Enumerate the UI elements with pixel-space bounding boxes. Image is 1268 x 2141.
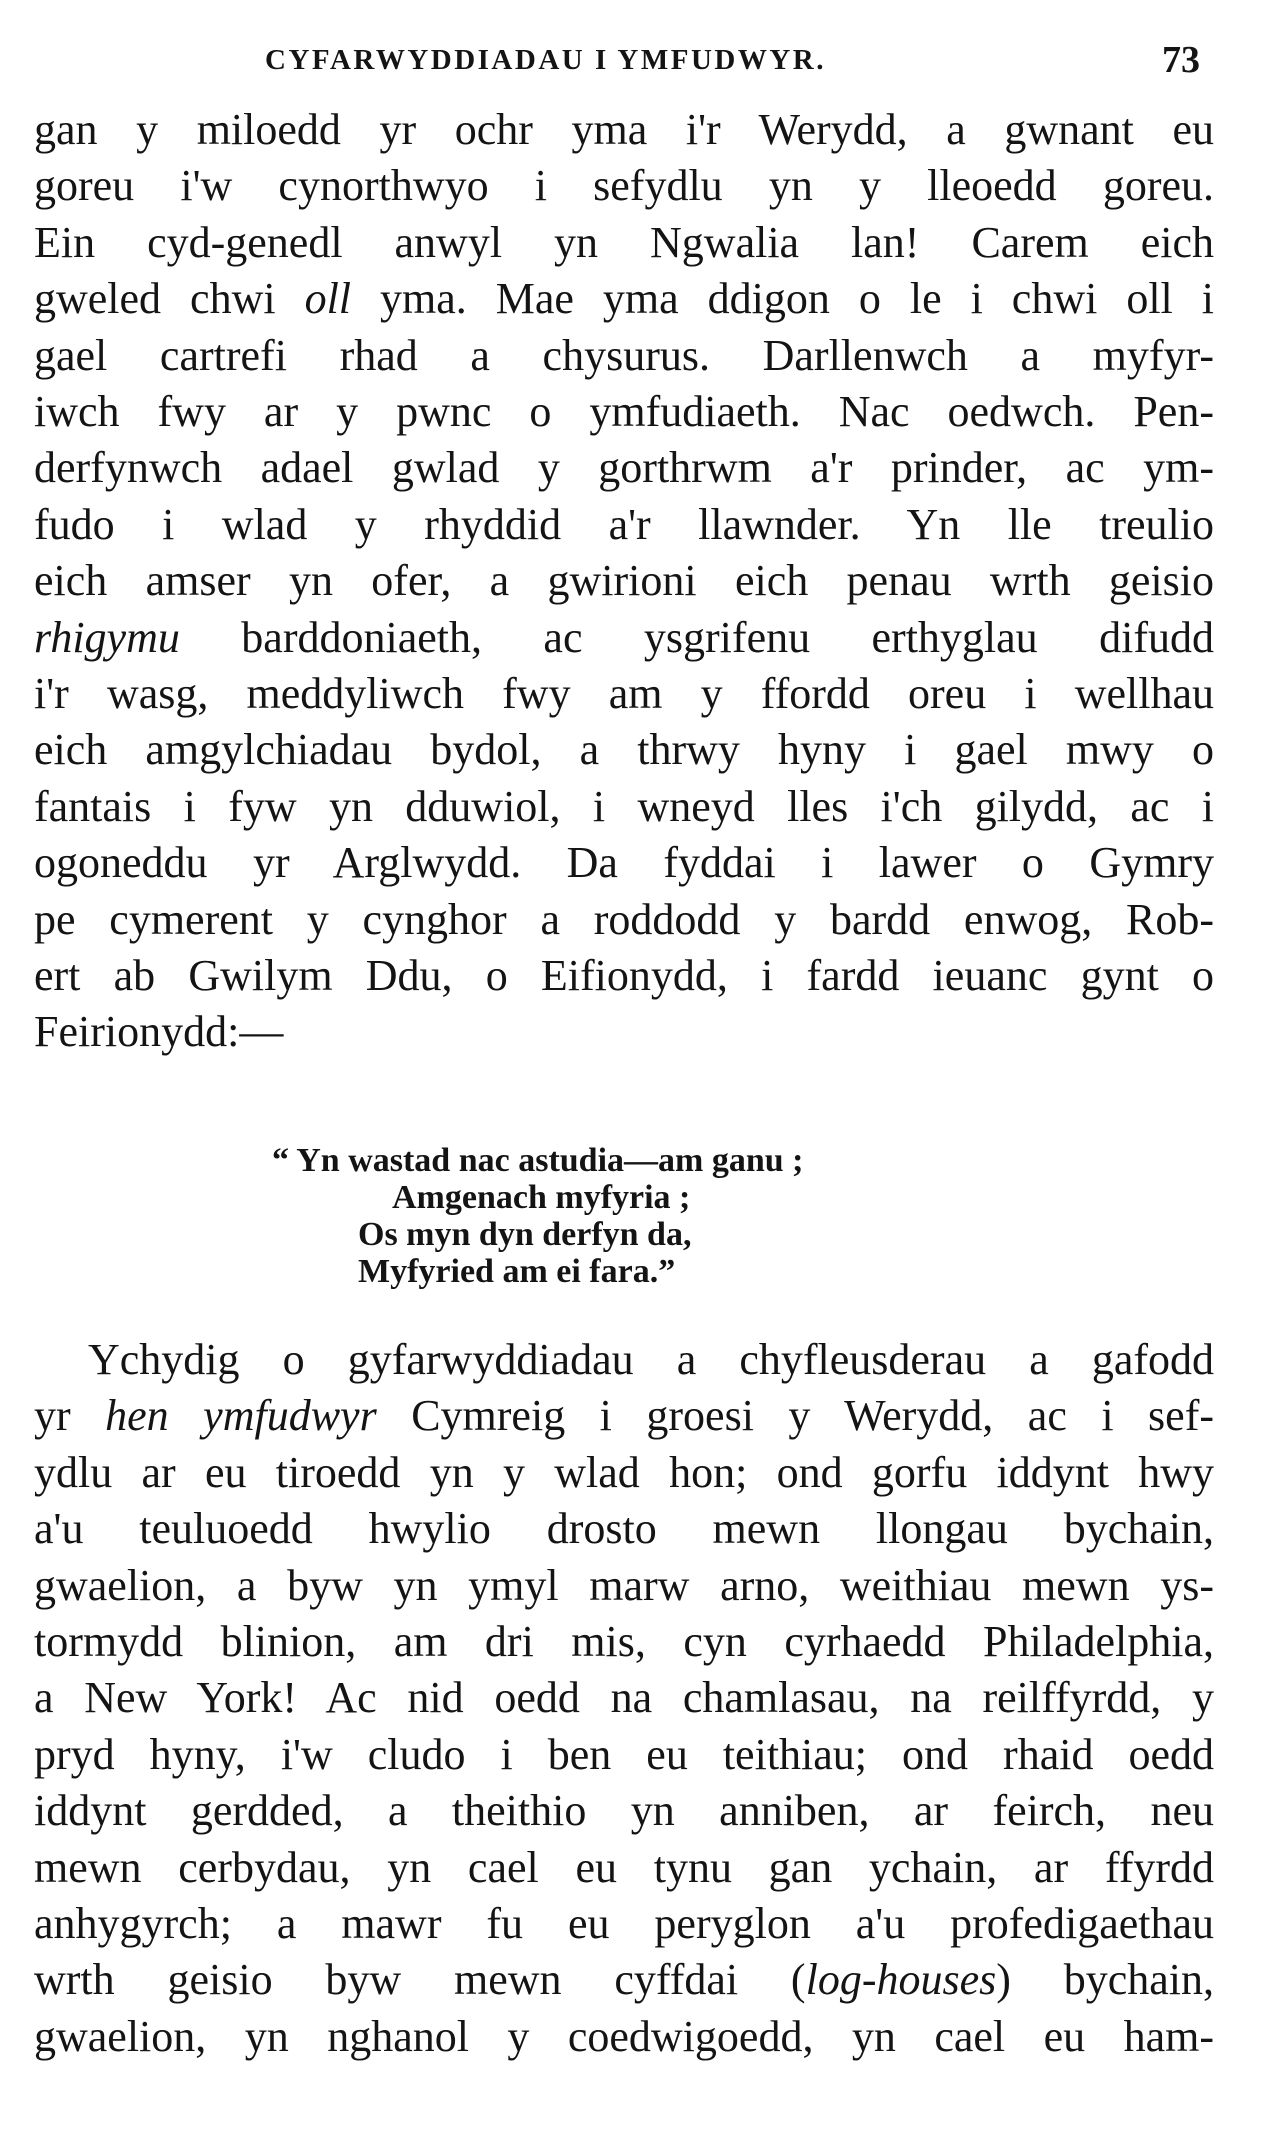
text-line: anhygyrch; a mawr fu eu peryglon a'u profedigaethau xyxy=(34,1899,1214,1948)
italic-text: hen ymfudwyr xyxy=(105,1391,377,1440)
text-line: fantais i fyw yn dduwiol, i wneyd lles i'ch gilydd, ac i xyxy=(34,782,1214,831)
verse-line: Os myn dyn derfyn da, xyxy=(358,1216,692,1253)
text-line: Ein cyd-genedl anwyl yn Ngwalia lan! Carem eich xyxy=(34,218,1214,267)
text-segment: ) bychain, xyxy=(996,1955,1215,2004)
text-segment: yr xyxy=(34,1391,106,1440)
text-line: i'r wasg, meddyliwch fwy am y ffordd oreu i wellhau xyxy=(34,669,1214,718)
text-line: pe cymerent y cynghor a roddodd y bardd enwog, Rob- xyxy=(34,895,1214,944)
text-line: pryd hyny, i'w cludo i ben eu teithiau; ond rhaid oedd xyxy=(34,1730,1214,1779)
italic-text: log-houses xyxy=(805,1955,997,2004)
text-line: mewn cerbydau, yn cael eu tynu gan ychain, ar ffyrdd xyxy=(34,1843,1214,1892)
text-line: gwaelion, yn nghanol y coedwigoedd, yn cael eu ham- xyxy=(34,2012,1214,2061)
text-line: a New York! Ac nid oedd na chamlasau, na reilffyrdd, y xyxy=(34,1673,1214,1722)
running-title: CYFARWYDDIADAU I YMFUDWYR. xyxy=(265,44,826,76)
text-segment: wrth geisio byw mewn cyffdai ( xyxy=(34,1955,806,2004)
text-line xyxy=(34,271,1214,327)
text-line: gan y miloedd yr ochr yma i'r Werydd, a gwnant eu xyxy=(34,105,1214,154)
italic-text: oll xyxy=(304,274,352,323)
text-segment: barddoniaeth, ac ysgrifenu erthyglau difudd xyxy=(179,613,1214,662)
text-line: fudo i wlad y rhyddid a'r llawnder. Yn lle treulio xyxy=(34,500,1214,549)
text-line: gael cartrefi rhad a chysurus. Darllenwch a myfyr- xyxy=(34,331,1214,380)
text-line xyxy=(34,1388,1214,1444)
text-line: derfynwch adael gwlad y gorthrwm a'r prinder, ac ym- xyxy=(34,443,1214,492)
text-line: ert ab Gwilym Ddu, o Eifionydd, i fardd ieuanc gynt o xyxy=(34,951,1214,1000)
text-line: goreu i'w cynorthwyo i sefydlu yn y lleoedd goreu. xyxy=(34,161,1214,210)
text-line xyxy=(34,1952,1214,2008)
text-segment: Cymreig i groesi y Werydd, ac i sef- xyxy=(376,1391,1215,1440)
text-line: Feirionydd:— xyxy=(34,1007,284,1056)
text-line: tormydd blinion, am dri mis, cyn cyrhaedd Philadelphia, xyxy=(34,1617,1214,1666)
text-line: ogoneddu yr Arglwydd. Da fyddai i lawer o Gymry xyxy=(34,838,1214,887)
text-line: iwch fwy ar y pwnc o ymfudiaeth. Nac oedwch. Pen- xyxy=(34,387,1214,436)
page-number: 73 xyxy=(1162,39,1200,81)
text-line xyxy=(34,610,1214,666)
verse-line: Myfyried am ei fara.” xyxy=(358,1253,676,1290)
text-line: eich amgylchiadau bydol, a thrwy hyny i gael mwy o xyxy=(34,725,1214,774)
text-line: ydlu ar eu tiroedd yn y wlad hon; ond gorfu iddynt hwy xyxy=(34,1448,1214,1497)
text-line: eich amser yn ofer, a gwirioni eich penau wrth geisio xyxy=(34,556,1214,605)
text-line: gwaelion, a byw yn ymyl marw arno, weithiau mewn ys- xyxy=(34,1561,1214,1610)
text-line: Ychydig o gyfarwyddiadau a chyfleusderau a gafodd xyxy=(88,1335,1214,1384)
verse-line: “ Yn wastad nac astudia—am ganu ; xyxy=(272,1142,804,1179)
text-segment: gweled chwi xyxy=(34,274,305,323)
text-line: a'u teuluoedd hwylio drosto mewn llongau bychain, xyxy=(34,1504,1214,1553)
italic-text: rhigymu xyxy=(34,613,180,662)
text-line: iddynt gerdded, a theithio yn anniben, ar feirch, neu xyxy=(34,1786,1214,1835)
verse-line: Amgenach myfyria ; xyxy=(392,1179,691,1216)
text-segment: yma. Mae yma ddigon o le i chwi oll i xyxy=(351,274,1214,323)
